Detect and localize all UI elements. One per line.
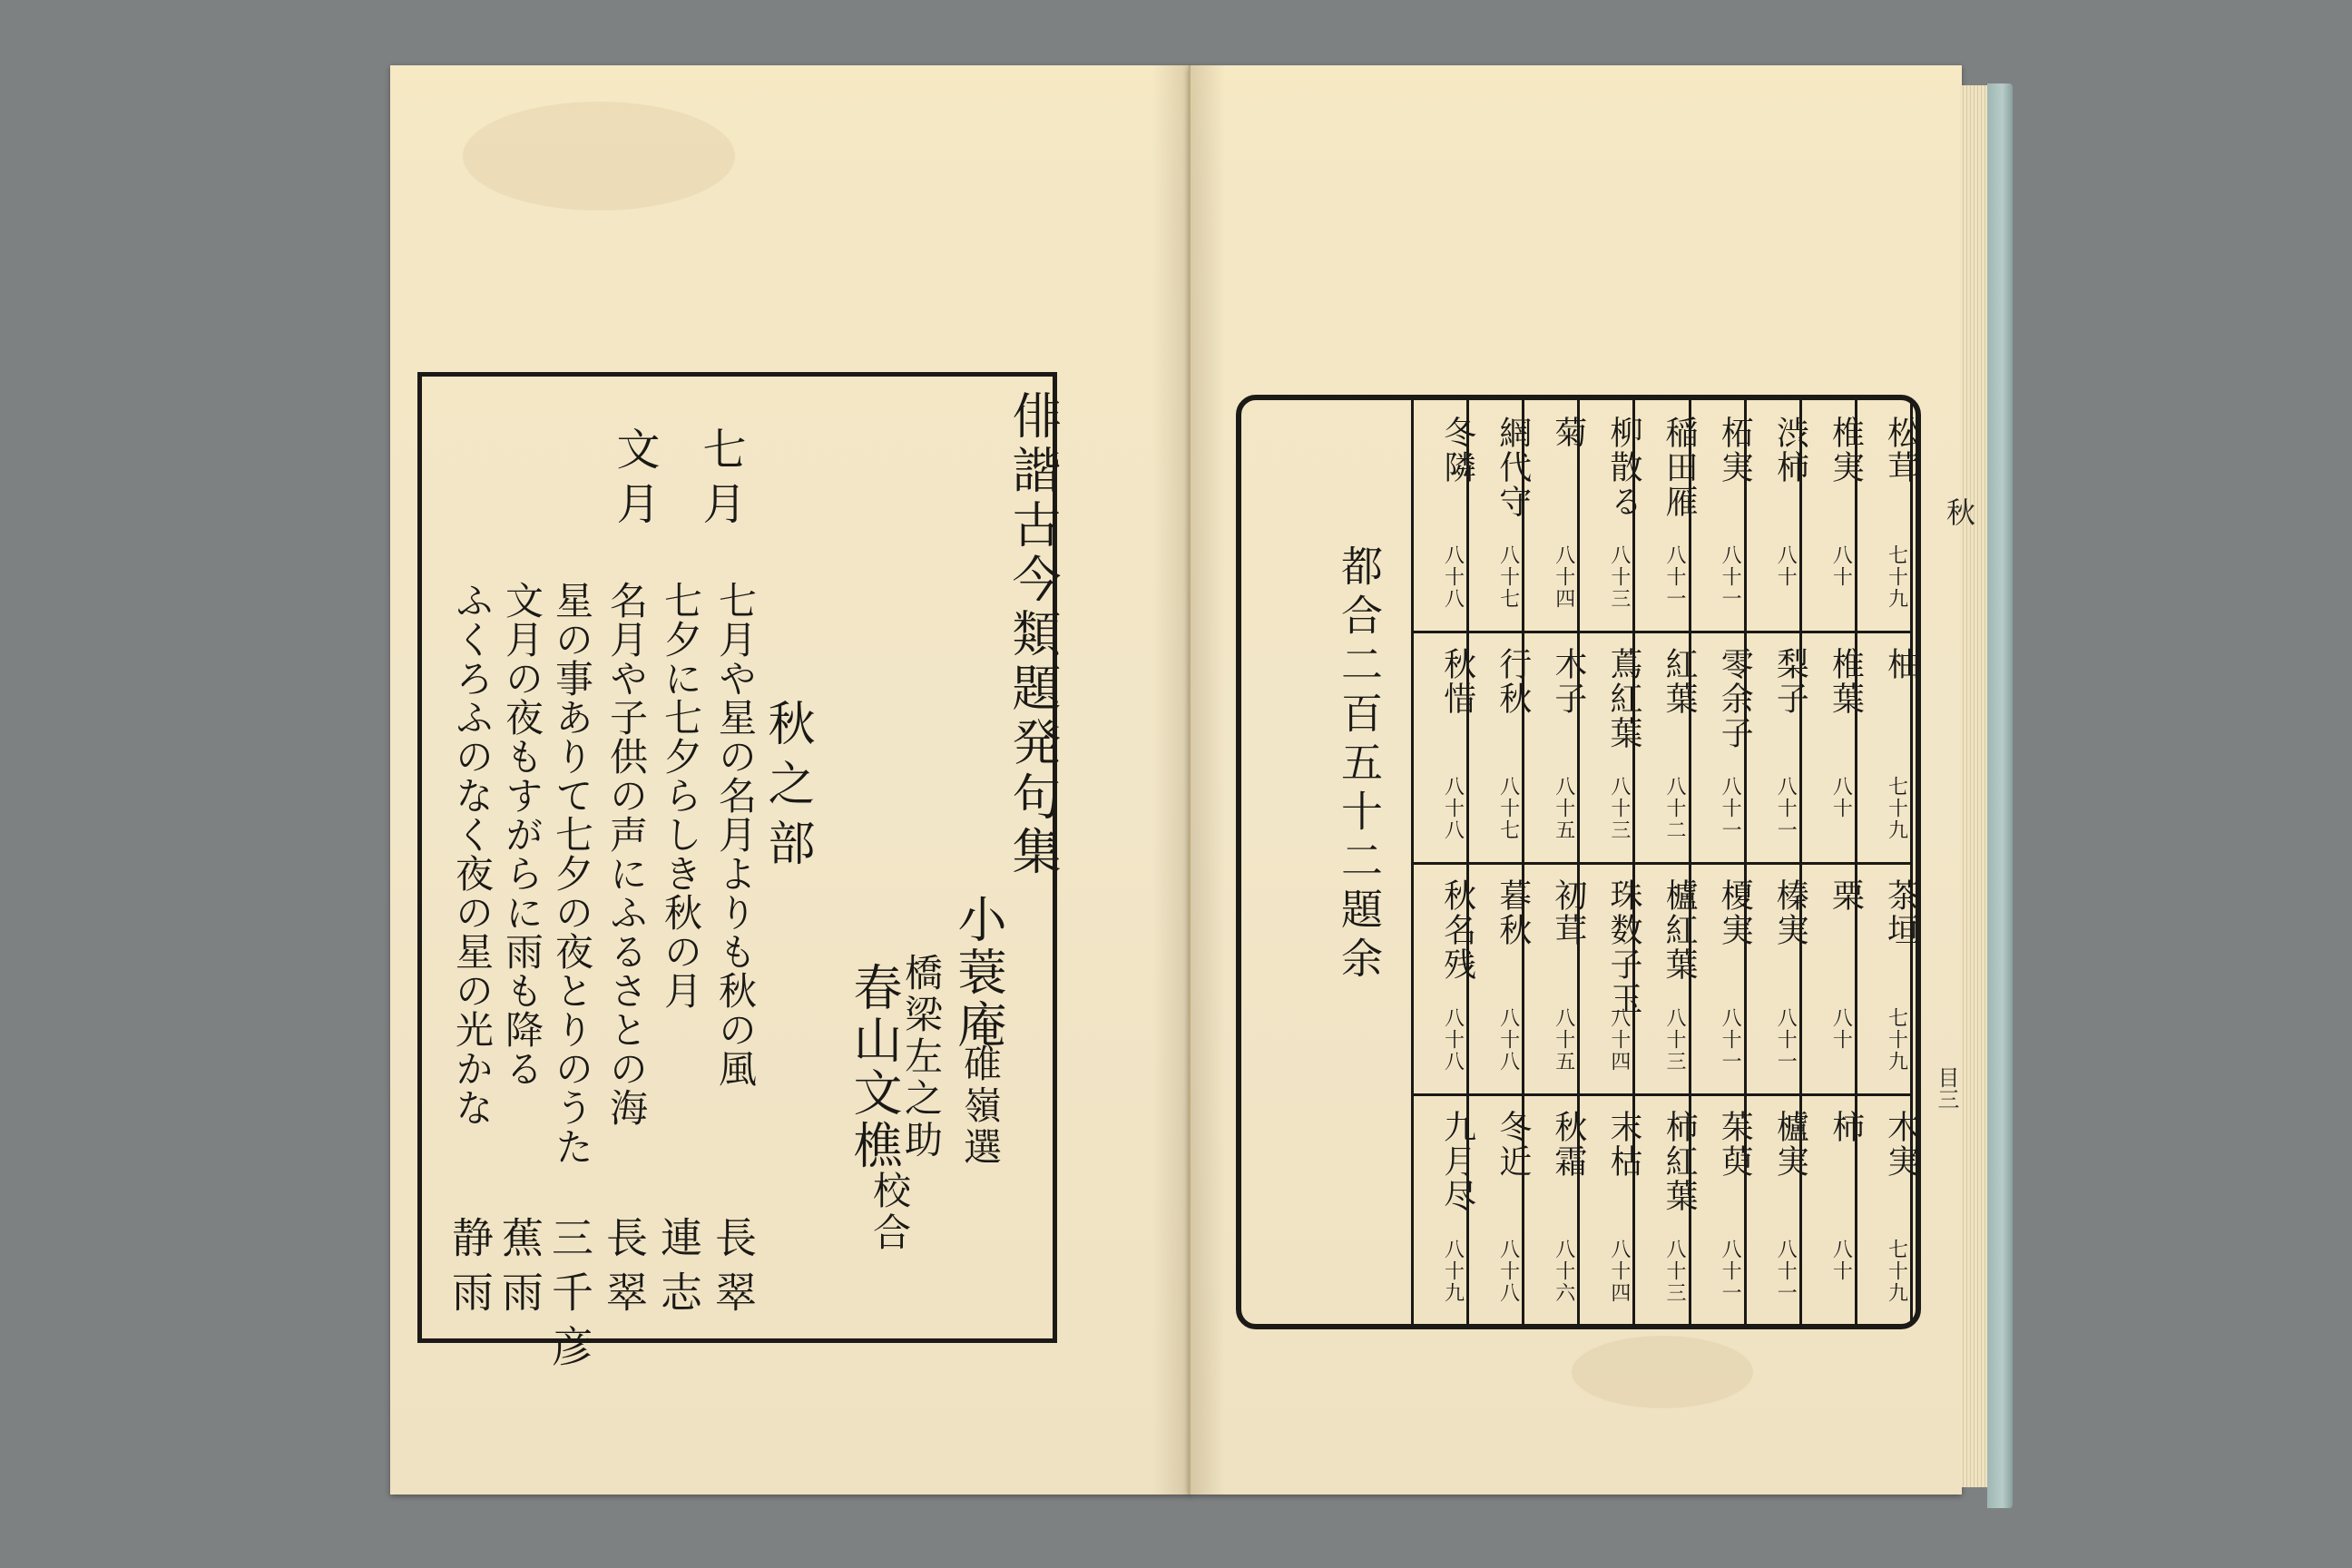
verse-text: 七月や星の名月よりも秋の風	[713, 581, 758, 1088]
index-entry-number: 八十六	[1552, 1239, 1575, 1304]
index-column-rule	[1744, 399, 1747, 1325]
index-entry-number: 八十八	[1441, 544, 1465, 610]
index-entry-name: 秋名残	[1438, 878, 1476, 982]
index-entry-number: 八十一	[1774, 1007, 1798, 1073]
index-entry-name: 蔦紅葉	[1605, 647, 1642, 750]
index-entry-number: 八十	[1829, 544, 1853, 588]
index-entry-number: 八十三	[1663, 1239, 1686, 1304]
index-entry-name: 茱萸	[1716, 1110, 1754, 1179]
index-entry-name: 柘実	[1716, 416, 1754, 485]
index-entry-name: 柳散る	[1605, 416, 1642, 519]
index-entry-number: 八十一	[1774, 776, 1798, 841]
page-edges	[1960, 85, 1987, 1487]
folio-number: 目三	[1934, 1066, 1959, 1110]
index-entry-name: 冬隣	[1438, 416, 1476, 485]
verse-author: 長翠	[600, 1216, 649, 1325]
gutter-shadow	[1152, 65, 1225, 1494]
verse-text: ふくろふのなく夜の星の光かな	[450, 581, 495, 1127]
index-row-rule	[1411, 631, 1910, 633]
paper-stain	[463, 102, 735, 211]
verse-text: 名月や子供の声にふるさとの海	[604, 581, 649, 1127]
index-entry-name: 櫨紅葉	[1661, 878, 1699, 982]
paper-stain	[1572, 1336, 1753, 1408]
index-total: 都合二百五十二題余	[1335, 544, 1384, 985]
editor-sub2-name: 春山文樵	[846, 962, 903, 1172]
index-entry-number: 八十五	[1552, 776, 1575, 841]
editor-sub-role: 校合	[867, 1171, 912, 1254]
index-entry-number: 八十八	[1496, 1007, 1520, 1073]
index-column-rule	[1632, 399, 1635, 1325]
index-entry-name: 櫨実	[1771, 1110, 1809, 1179]
book-title: 俳諧古今類題発句集	[1004, 390, 1062, 880]
verse-text: 文月の夜もすがらに雨も降る	[500, 581, 544, 1088]
index-entry-name: 初茸	[1549, 878, 1587, 947]
index-entry-name: 九月尽	[1438, 1110, 1476, 1213]
index-entry-name: 松茸	[1882, 416, 1920, 485]
month-label-1: 七月	[695, 426, 746, 535]
index-entry-name: 珠数子玉	[1605, 878, 1642, 1016]
index-entry-name: 紅葉	[1661, 647, 1699, 716]
index-entry-name: 栗	[1827, 878, 1865, 913]
index-entry-number: 八十七	[1496, 776, 1520, 841]
index-column-rule	[1910, 399, 1913, 1325]
index-entry-number: 八十	[1829, 1239, 1853, 1282]
index-entry-number: 七十九	[1885, 1239, 1908, 1304]
index-entry-number: 八十四	[1607, 1239, 1631, 1304]
index-entry-number: 八十三	[1607, 544, 1631, 610]
index-entry-number: 七十九	[1885, 544, 1908, 610]
verse-author: 蕉雨	[495, 1216, 544, 1325]
index-entry-number: 七十九	[1885, 776, 1908, 841]
index-entry-name: 網代守	[1494, 416, 1532, 519]
index-entry-number: 八十一	[1663, 544, 1686, 610]
index-entry-name: 柚	[1882, 647, 1920, 681]
index-row-rule	[1411, 1093, 1910, 1096]
index-entry-number: 八十四	[1552, 544, 1575, 610]
index-entry-number: 八十	[1829, 1007, 1853, 1051]
index-entry-name: 末枯	[1605, 1110, 1642, 1179]
index-entry-number: 八十八	[1441, 1007, 1465, 1073]
editor-sub1-name: 橋梁左之助	[899, 953, 944, 1161]
index-entry-name: 椎葉	[1827, 647, 1865, 716]
month-label-2: 文月	[609, 426, 660, 535]
index-column-rule	[1799, 399, 1802, 1325]
margin-label: 秋	[1946, 495, 1976, 530]
index-column-rule	[1577, 399, 1580, 1325]
index-entry-name: 柿紅葉	[1661, 1110, 1699, 1213]
index-entry-name: 行秋	[1494, 647, 1532, 716]
index-entry-name: 梨子	[1771, 647, 1809, 716]
verse-text: 星の事ありて七夕の夜とりのうた	[550, 581, 594, 1166]
index-entry-name: 榛実	[1771, 878, 1809, 947]
index-entry-number: 八十三	[1663, 1007, 1686, 1073]
index-entry-number: 八十一	[1774, 1239, 1798, 1304]
index-entry-number: 八十二	[1663, 776, 1686, 841]
verse-author: 連志	[654, 1216, 703, 1325]
verse-author: 長翠	[709, 1216, 758, 1325]
index-entry-number: 八十一	[1719, 776, 1742, 841]
index-entry-name: 暮秋	[1494, 878, 1532, 947]
index-entry-number: 八十五	[1552, 1007, 1575, 1073]
index-entry-number: 七十九	[1885, 1007, 1908, 1073]
index-entry-name: 柿	[1827, 1110, 1865, 1144]
index-entry-name: 渋柿	[1771, 416, 1809, 485]
index-entry-number: 八十七	[1496, 544, 1520, 610]
index-entry-number: 八十一	[1719, 1007, 1742, 1073]
index-entry-name: 零余子	[1716, 647, 1754, 750]
index-entry-number: 八十一	[1719, 544, 1742, 610]
index-entry-number: 八十八	[1496, 1239, 1520, 1304]
index-entry-number: 八十四	[1607, 1007, 1631, 1073]
verse-text: 七夕に七夕らしき秋の月	[659, 581, 703, 1010]
verse-author: 静雨	[446, 1216, 495, 1325]
index-entry-name: 秋惜	[1438, 647, 1476, 716]
index-entry-number: 八十	[1774, 544, 1798, 588]
index-entry-name: 秋霜	[1549, 1110, 1587, 1179]
index-column-rule	[1411, 399, 1414, 1325]
index-entry-number: 八十九	[1441, 1239, 1465, 1304]
index-entry-number: 八十	[1829, 776, 1853, 819]
index-entry-number: 八十八	[1441, 776, 1465, 841]
section-heading: 秋之部	[760, 699, 814, 878]
index-entry-name: 稲田雁	[1661, 416, 1699, 519]
index-entry-name: 木子	[1549, 647, 1587, 716]
index-row-rule	[1411, 862, 1910, 865]
editor-main-role: 碓嶺選	[958, 1044, 1003, 1169]
index-column-rule	[1855, 399, 1857, 1325]
index-entry-name: 冬近	[1494, 1110, 1532, 1179]
index-column-rule	[1522, 399, 1524, 1325]
index-entry-number: 八十三	[1607, 776, 1631, 841]
index-entry-name: 茶垣	[1882, 878, 1920, 947]
index-entry-number: 八十一	[1719, 1239, 1742, 1304]
index-entry-name: 菊	[1549, 416, 1587, 450]
verse-author: 三千彦	[545, 1216, 594, 1379]
index-entry-name: 木実	[1882, 1110, 1920, 1179]
index-entry-name: 榎実	[1716, 878, 1754, 947]
index-entry-name: 椎実	[1827, 416, 1865, 485]
book-cover-edge	[1987, 83, 2013, 1508]
editor-main-name: 小蓑庵	[950, 894, 1007, 1052]
